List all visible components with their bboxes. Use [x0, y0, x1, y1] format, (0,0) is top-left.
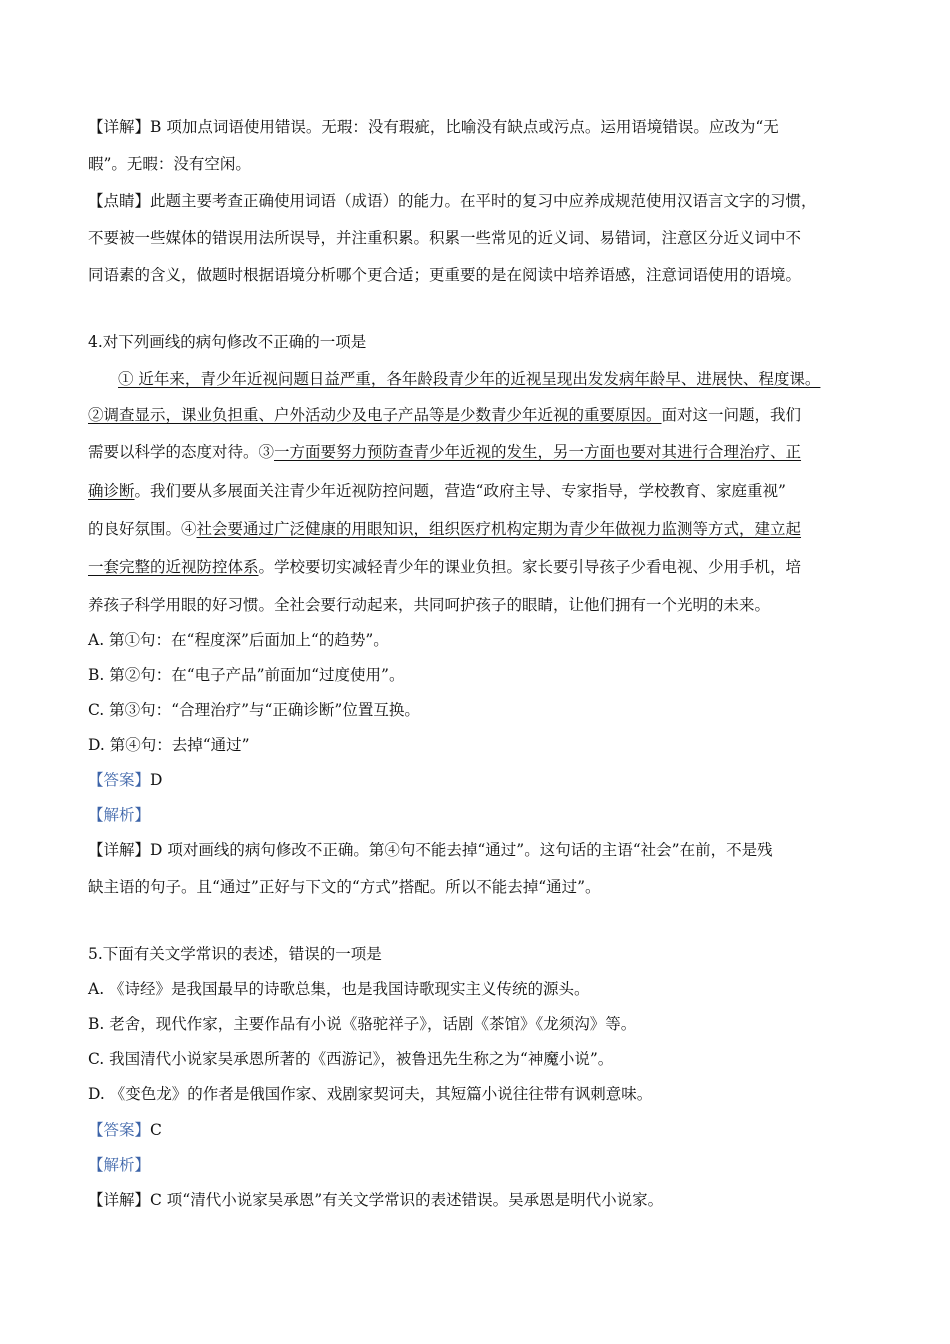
q4-analysis: [88, 804, 878, 826]
q5-detail-line-1: 【详解】C 项“清代小说家吴承恩”有关文学常识的表述错误。吴承恩是明代小说家。: [88, 1191, 664, 1209]
detail-tag: 【详解】: [88, 841, 151, 859]
q5-stem: 5.下面有关文学常识的表述，错误的一项是: [88, 945, 382, 963]
q4-option-b: B. 第②句：在“电子产品”前面加“过度使用”。: [88, 666, 405, 684]
q4-option-d: D. 第④句：去掉“通过”: [88, 736, 250, 754]
analysis-tag: 【解析】: [88, 1156, 151, 1174]
q4-passage-line-5: 的良好氛围。④社会要通过广泛健康的用眼知识，组织医疗机构定期为青少年做视力监测等方式，建立起: [88, 520, 802, 538]
comment-tag: 【点睛】: [88, 192, 151, 210]
q5-option-a: A. 《诗经》是我国最早的诗歌总集，也是我国诗歌现实主义传统的源头。: [88, 980, 590, 998]
q3-detail-line-1: 【详解】B 项加点词语使用错误。无瑕：没有瑕疵，比喻没有缺点或污点。运用语境错误。应改为“无: [88, 118, 779, 136]
q5-option-d: D. 《变色龙》的作者是俄国作家、戏剧家契诃夫，其短篇小说往往带有讽刺意味。: [88, 1085, 653, 1103]
q4-passage-line-6: 一套完整的近视防控体系。学校要切实减轻青少年的课业负担。家长要引导孩子少看电视、少用手机，培: [88, 558, 802, 576]
q5-analysis: [88, 1154, 878, 1176]
q3-comment-line-3: 同语素的含义，做题时根据语境分析哪个更合适；更重要的是在阅读中培养语感，注意词语使用的语境。: [88, 266, 802, 284]
q4-detail-line-2: 缺主语的句子。且“通过”正好与下文的“方式”搭配。所以不能去掉“通过”。: [88, 878, 601, 896]
q4-passage-line-7: 养孩子科学用眼的好习惯。全社会要行动起来，共同呵护孩子的眼睛，让他们拥有一个光明的未来。: [88, 596, 771, 614]
q3-comment-line-1: 【点睛】此题主要考查正确使用词语（成语）的能力。在平时的复习中应养成规范使用汉语言文字的习惯，: [88, 192, 817, 210]
q4-passage-line-4: 确诊断。我们要从多展面关注青少年近视防控问题，营造“政府主导、专家指导，学校教育、家庭重视”: [88, 482, 786, 500]
q5-answer: [88, 1119, 878, 1141]
q3-detail-line-2: 暇”。无暇：没有空闲。: [88, 155, 251, 173]
answer-tag: 【答案】: [88, 1121, 151, 1139]
q4-passage-line-1: ① 近年来，青少年近视问题日益严重，各年龄段青少年的近视呈现出发发病年龄早、进展快、程度课。: [118, 370, 821, 388]
q4-answer: [88, 769, 878, 791]
q5-option-c: C. 我国清代小说家吴承恩所著的《西游记》，被鲁迅先生称之为“神魔小说”。: [88, 1050, 614, 1068]
q4-option-a: A. 第①句：在“程度深”后面加上“的趋势”。: [88, 631, 389, 649]
answer-value: C: [150, 1121, 162, 1139]
q3-comment-line-2: 不要被一些媒体的错误用法所误导，并注重积累。积累一些常见的近义词、易错词，注意区分近义词中不: [88, 229, 802, 247]
q4-passage-line-2: ②调查显示，课业负担重、户外活动少及电子产品等是少数青少年近视的重要原因。面对这一问题，我们: [88, 406, 802, 424]
detail-tag: 【详解】: [88, 118, 151, 136]
q4-detail-line-1: 【详解】D 项对画线的病句修改不正确。第④句不能去掉“通过”。这句话的主语“社会”在前，不是残: [88, 841, 773, 859]
answer-tag: 【答案】: [88, 771, 151, 789]
q5-option-b: B. 老舍，现代作家，主要作品有小说《骆驼祥子》，话剧《茶馆》《龙须沟》等。: [88, 1015, 637, 1033]
analysis-tag: 【解析】: [88, 806, 151, 824]
q4-stem: 4.对下列画线的病句修改不正确的一项是: [88, 333, 367, 351]
q4-option-c: C. 第③句：“合理治疗”与“正确诊断”位置互换。: [88, 701, 420, 719]
q4-passage-line-3: 需要以科学的态度对待。③一方面要努力预防查青少年近视的发生，另一方面也要对其进行合理治疗、正: [88, 443, 802, 461]
answer-value: D: [150, 771, 163, 789]
detail-tag: 【详解】: [88, 1191, 151, 1209]
